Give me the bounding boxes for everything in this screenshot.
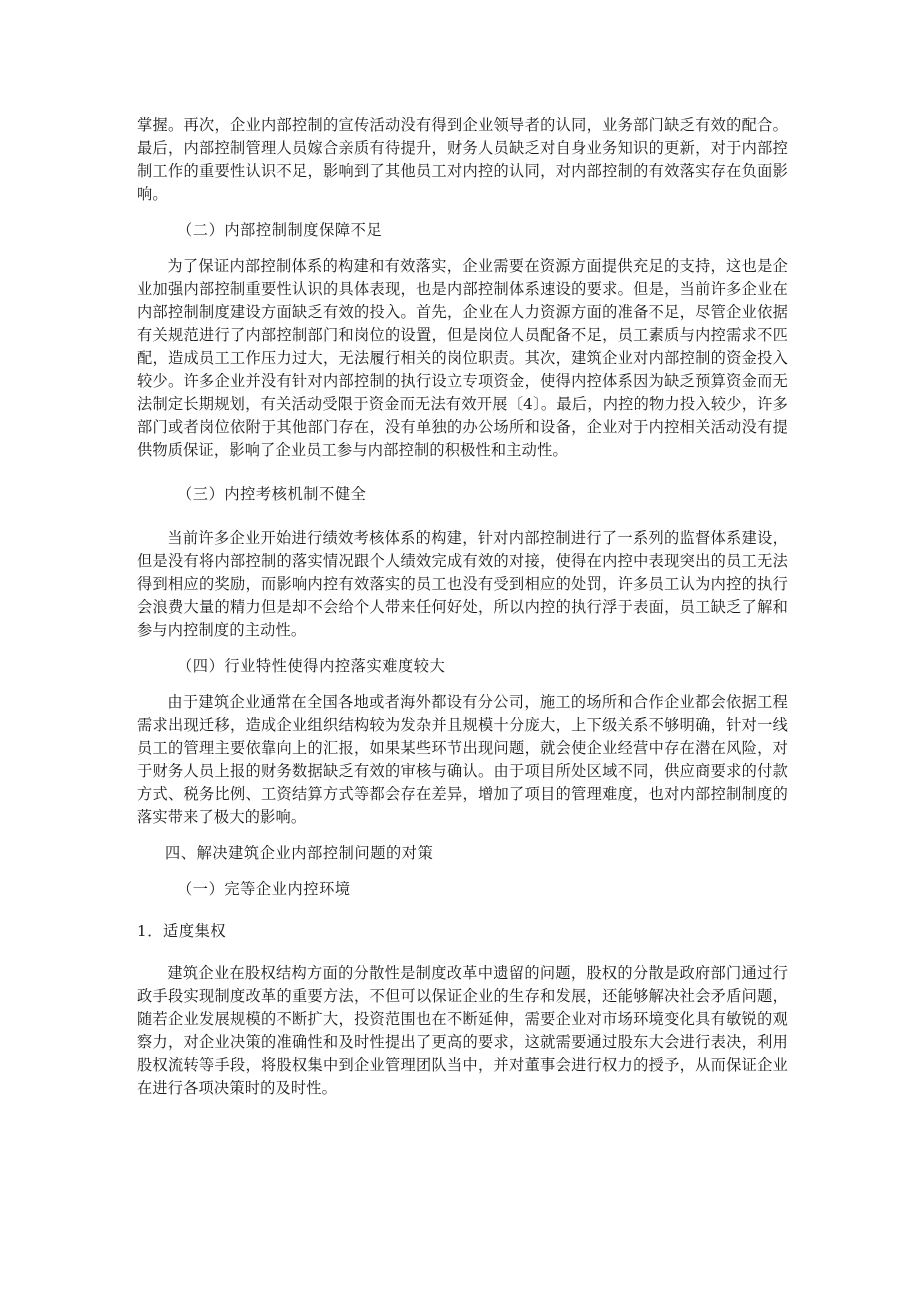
chapter-heading-4: 四、解决建筑企业内部控制问题的对策 xyxy=(165,844,434,862)
section-heading-4-1: （一）完等企业内控环境 xyxy=(177,880,351,898)
section-heading-4: （四）行业特性使得内控落实难度较大 xyxy=(177,657,446,675)
section-heading-2: （二）内部控制制度保障不足 xyxy=(177,221,383,239)
paragraph-centralization: 建筑企业在股权结构方面的分散性是制度改革中遗留的问题，股权的分散是政府部门通过行政手段实现制度改革的重要方法，不但可以保证企业的生存和发展，还能够解决社会矛盾问题，随若企业发展规模的不断扩大，投资范围也在不断延伸，需要企业对市场环境变化具有敏锐的观察力，对企业决策的准确性和及时性提出了更高的要求，这就需要通过股东大会进行表决，利用股权流转等手段，将股权集中到企业管理团队当中，并对董事会进行权力的授予，从而保证企业在进行各项决策时的及时性。 xyxy=(137,964,788,1097)
subsection-heading-1: 1．适度集权 xyxy=(137,922,227,940)
paragraph-assessment: 当前许多企业开始进行绩效考核体系的构建，针对内部控制进行了一系列的监督体系建设，但是没有将内部控制的落实情况跟个人绩效完成有效的对接，使得在内控中表现突出的员工无法得到相应的奖励，而影响内控有效落实的员工也没有受到相应的处罚，许多员工认为内控的执行会浪费大量的精力但是却不会给个人带来任何好处，所以内控的执行浮于表面，员工缺乏了解和参与内控制度的主动性。 xyxy=(137,529,788,639)
document-page xyxy=(137,114,788,1100)
paragraph-resource-support: 为了保证内部控制体系的构建和有效落实，企业需要在资源方面提供充足的支持，这也是企业加强内部控制重要性认识的具体表现，也是内部控制体系速设的要求。但是，当前许多企业在内部控制制度建设方面缺乏有效的投入。首先，企业在人力资源方面的准备不足，尽管企业依据有关规范进行了内部控制部门和岗位的设置，但是岗位人员配备不足，员工素质与内控需求不匹配，造成员工工作压力过大，无法履行相关的岗位职责。其次，建筑企业对内部控制的资金投入较少。许多企业并没有针对内部控制的执行设立专项资金，使得内控体系因为缺乏预算资金而无法制定长期规划，有关活动受限于资金而无法有效开展〔4〕。最后，内控的物力投入较少，许多部门或者岗位依附于其他部门存在，没有单独的办公场所和设备，企业对于内控相关活动没有提供物质保证，影响了企业员工参与内部控制的积极性和主动性。 xyxy=(137,257,788,459)
section-heading-3: （三）内控考核机制不健全 xyxy=(177,485,367,503)
paragraph-continued: 掌握。再次，企业内部控制的宣传活动没有得到企业领导者的认同，业务部门缺乏有效的配合。最后，内部控制管理人员嫁合亲质有待提升，财务人员缺乏对自身业务知识的更新，对于内部控制工作的重要性认识不足，影响到了其他员工对内控的认同，对内部控制的有效落实存在负面影响。 xyxy=(137,116,788,203)
paragraph-industry: 由于建筑企业通常在全国各地或者海外都设有分公司，施工的场所和合作企业都会依据工程需求出现迁移，造成企业组织结构较为发杂并且规模十分庞大，上下级关系不够明确，针对一线员工的管理主要依靠向上的汇报，如果某些环节出现问题，就会使企业经营中存在潜在风险，对于财务人员上报的财务数据缺乏有效的审核与确认。由于项目所处区域不同，供应商要求的付款方式、税务比例、工资结算方式等都会存在差异，增加了项目的管理难度，也对内部控制制度的落实带来了极大的影响。 xyxy=(137,693,788,826)
